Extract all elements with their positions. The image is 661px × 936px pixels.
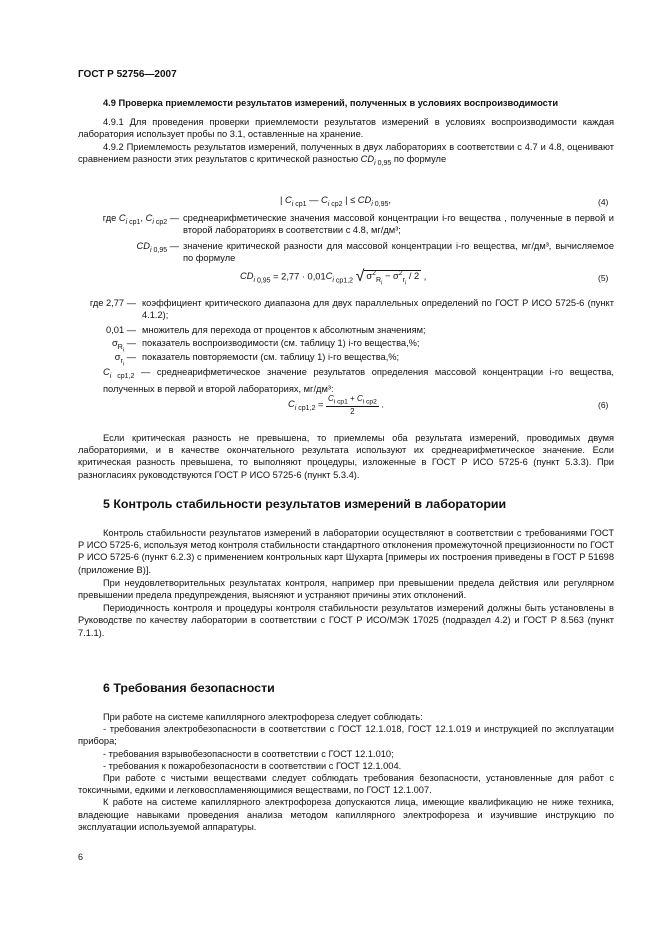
definition-cd (78, 240, 614, 266)
paragraph-6-3: - требования взрывобезопасности в соответствии с ГОСТ 12.1.010; (103, 748, 394, 759)
definition-cd-term: $CD_i$ $_{0,95}$ — (136, 241, 179, 254)
section-4-9 (78, 97, 614, 170)
paragraph-6-4: - требования к пожаробезопасности в соответствии с ГОСТ 12.1.004. (103, 760, 402, 771)
definition-c-cp12 (78, 366, 614, 395)
definition-sigma-r-big-desc: показатель воспроизводимости (см. таблицу 1) i-го вещества,%; (142, 338, 420, 348)
definition-c-cp (78, 212, 614, 238)
page-header: ГОСТ Р 52756—2007 (78, 69, 177, 80)
section-5-title: 5 Контроль стабильности результатов измерений в лаборатории (103, 497, 507, 511)
paragraph-6-1: При работе на системе капиллярного электрофореза следует соблюдать: (103, 712, 423, 722)
paragraph-5-1: Контроль стабильности результатов измерений в лаборатории осуществляют в соответствии с требованиями ГОСТ Р ИСО 5725-6, используя метод контроля стабильности стандартного отклонения промежуточной прецизионности по ГОСТ Р ИСО 5725-6 (пункт 6.2.3) с применением контрольных карт Шухарта [примеры их построения приведены в ГОСТ Р 51698 (приложение В)]. (78, 528, 614, 575)
definition-001-desc: множитель для перехода от процентов к абсолютным значениям; (142, 325, 426, 335)
formula-5: $CD_i$ $_{0,95} = 2,77 \cdot 0,01C_i$ $_{ср1,2}$ √ $\sigma^2_{R_i} - \sigma^2_{r_i} / 2$ , (240, 268, 427, 287)
definition-sigma-r-small-term: $\sigma_{r_i}$ — (114, 352, 136, 368)
definition-277-desc: коэффициент критического диапазона для двух параллельных определений по ГОСТ Р ИСО 5725-6 (пункт 4.1.2); (142, 298, 614, 321)
definition-c-cp12-desc: $C_i$ $_{ср1,2}$ — среднеарифметическое значение результатов определения массовой концентрации i-го вещества, полученных в первой и второй лабораториях, мг/дм³: (103, 367, 614, 395)
definition-001 (78, 324, 614, 337)
section-5-body (78, 527, 614, 639)
section-4-9-title: 4.9 Проверка приемлемости результатов измерений, полученных в условиях воспроизводимости (103, 98, 559, 108)
definition-sigma-r-small (78, 351, 614, 368)
section-6-title: 6 Требования безопасности (103, 681, 275, 695)
definition-277-term: где 2,77 — (89, 298, 136, 308)
definition-c-cp-term: где $C_i$ $_{ср1}$, $C_i$ $_{ср2}$ — (102, 213, 179, 226)
definition-001-term: 0,01 — (106, 325, 136, 335)
formula-6: $C_i$ $_{ср1,2}$ = $\frac{C_{i ср1} + C_{i ср2}}{2}$ . (288, 394, 384, 416)
paragraph-4-9-2-text-b: по формуле (391, 153, 447, 164)
paragraph-6-5: При работе с чистыми веществами следует соблюдать требования безопасности, установленные для работ с токсичными, едкими и легковоспламеняющимися веществами, по ГОСТ 12.1.007. (78, 773, 614, 796)
paragraph-4-9-1: 4.9.1 Для проведения проверки приемлемости результатов измерений в условиях воспроизводимости каждая лаборатория использует пробы по 3.1, оставленные на хранение. (78, 117, 614, 140)
page-number: 6 (78, 852, 84, 862)
formula-6-fraction: $\frac{C_{i ср1} + C_{i ср2}}{2}$ (327, 394, 377, 416)
paragraph-6-2: - требования электробезопасности в соответствии с ГОСТ 12.1.018, ГОСТ 12.1.019 и инструкцией по эксплуатации прибора; (78, 724, 614, 747)
definition-cd-desc: значение критической разности для массовой концентрации i-го вещества, мг/дм³, вычисляемое по формуле (183, 241, 614, 264)
definition-c-cp-desc: среднеарифметические значения массовой концентрации i-го вещества , полученные в первой и второй лабораториях в соответствии с 4.8, мг/дм³; (183, 213, 614, 236)
formula-5-number: (5) (598, 273, 609, 283)
section-6-body (78, 711, 614, 833)
definition-sigma-r-big (78, 337, 614, 354)
definition-277 (78, 297, 614, 323)
section-4-9-conclusion (78, 432, 614, 481)
definition-sigma-r-big-term: $\sigma_{R_i}$ — (112, 338, 136, 354)
formula-4-number: (4) (598, 197, 609, 207)
paragraph-4-9-2-text-a: 4.9.2 Приемлемость результатов измерений, полученных в двух лабораториях в соответствии с 4.7 и 4.8, оценивают сравнением разности этих результатов с критической разностью (78, 141, 614, 164)
formula-4: | $C_i$ $_{ср1}$ — $C_i$ $_{ср2}$ | ≤ $CD_i$ $_{0,95}$, (280, 195, 391, 208)
paragraph-5-3: Периодичность контроля и процедуры контроля стабильности результатов измерений должны быть установлены в Руководстве по качеству лаборатории в соответствии с ГОСТ Р ИСО/МЭК 17025 (подраздел 4.2) и ГОСТ Р 8.563 (пункт 7.1.1). (78, 603, 614, 638)
formula-6-number: (6) (598, 400, 609, 410)
definition-sigma-r-small-desc: показатель повторяемости (см. таблицу 1) i-го вещества,%; (142, 352, 400, 362)
paragraph-4-9-2: 4.9.2 Приемлемость результатов измерений, полученных в двух лабораториях в соответствии с 4.7 и 4.8, оценивают сравнением разности этих результатов с критической разностью $CD_i$ $_{0,95}$ по формуле (78, 141, 614, 167)
paragraph-critical-difference: Если критическая разность не превышена, то приемлемы оба результата измерений, проводимых двумя лабораториями, и в качестве окончательного результата используют их среднеарифметическое значение. Если критическая разность превышена, то выполняют процедуры, изложенные в ГОСТ Р ИСО 5725-6 (пункт 5.3.3). При разногласиях руководствуются ГОСТ Р ИСО 5725-6 (пункт 5.3.4). (78, 433, 614, 480)
definition-c-cp12-text: среднеарифметическое значение результатов определения массовой концентрации i-го вещества, полученных в первой и второй лабораториях, мг/дм³: (103, 367, 614, 395)
paragraph-5-2: При неудовлетворительных результатах контроля, например при превышении предела действия или регулярном превышении предела предупреждения, выясняют и устраняют причины этих отклонений. (78, 577, 614, 601)
paragraph-6-6: К работе на системе капиллярного электрофореза допускаются лица, имеющие квалификацию не ниже техника, владеющие навыками проведения анализа методом капиллярного электрофореза и изучившие инструкцию по эксплуатации используемой аппаратуры. (78, 797, 614, 832)
